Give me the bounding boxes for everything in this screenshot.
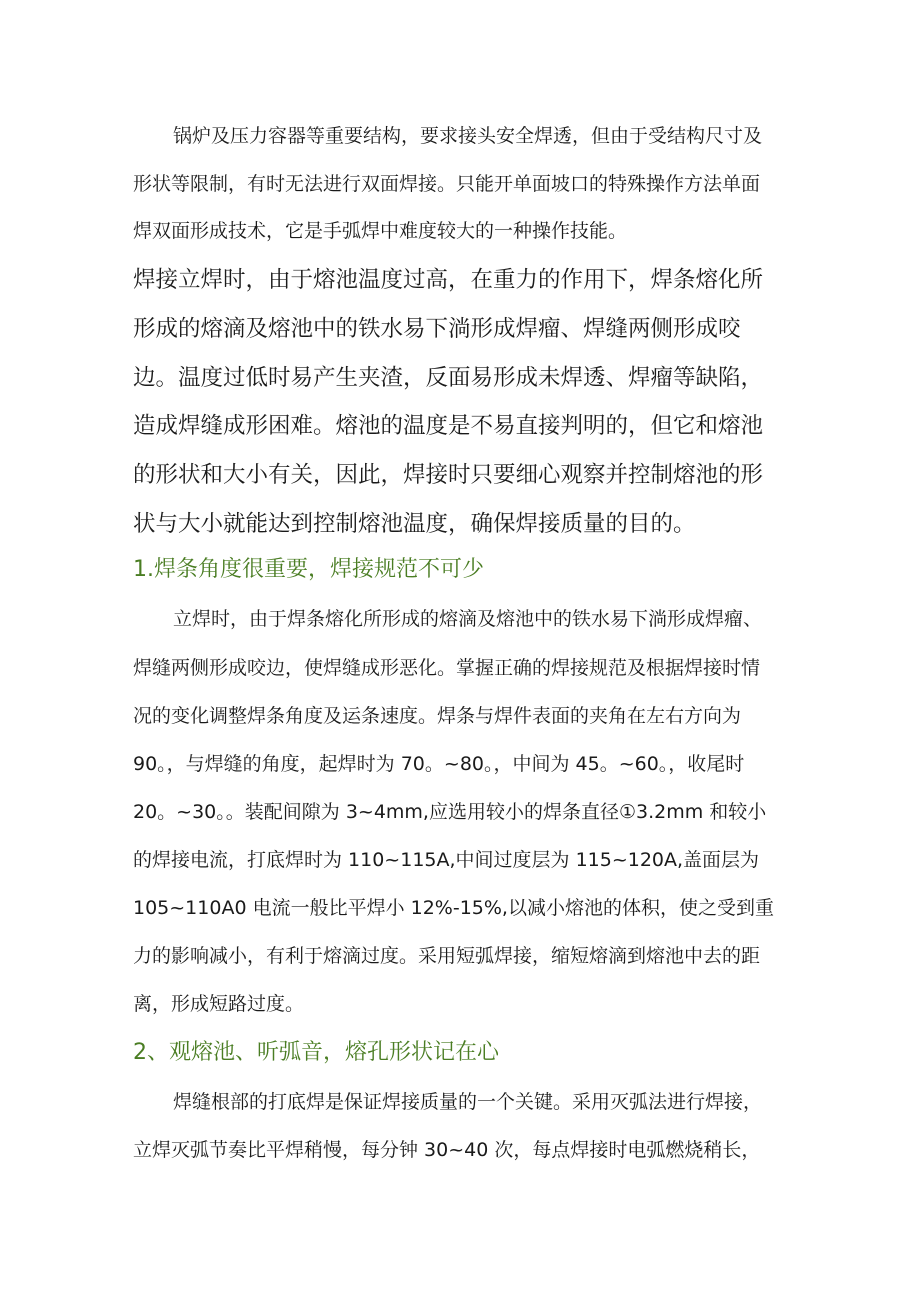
text-line: 焊缝根部的打底焊是保证焊接质量的一个关键。采用灭弧法进行焊接，	[173, 1091, 763, 1113]
text-line: 造成焊缝成形困难。熔池的温度是不易直接判明的，但它和熔池	[133, 413, 764, 439]
text-line: 焊缝两侧形成咬边，使焊缝成形恶化。掌握正确的焊接规范及根据焊接时情	[133, 657, 761, 679]
section-heading: 2、观熔池、听弧音，熔孔形状记在心	[133, 1040, 499, 1065]
text-line: 离，形成短路过度。	[133, 993, 305, 1015]
text-line: 立焊时，由于焊条熔化所形成的熔滴及熔池中的铁水易下淌形成焊瘤、	[173, 608, 763, 630]
text-line: 立焊灭弧节奏比平焊稍慢，每分钟 30~40 次，每点焊接时电弧燃烧稍长，	[133, 1139, 761, 1161]
text-line: 形状等限制，有时无法进行双面焊接。只能开单面坡口的特殊操作方法单面	[133, 173, 761, 195]
text-line: 焊接立焊时，由于熔池温度过高，在重力的作用下，焊条熔化所	[133, 267, 764, 293]
text-line: 的形状和大小有关，因此，焊接时只要细心观察并控制熔池的形	[133, 462, 764, 488]
text-line: 20。~30。。装配间隙为 3~4mm,应选用较小的焊条直径①3.2mm 和较小	[133, 801, 767, 823]
text-line: 90。，与焊缝的角度，起焊时为 70。~80。，中间为 45。~60。，收尾时	[133, 753, 745, 775]
text-line: 锅炉及压力容器等重要结构，要求接头安全焊透，但由于受结构尺寸及	[173, 125, 763, 147]
text-line: 形成的熔滴及熔池中的铁水易下淌形成焊瘤、焊缝两侧形成咬	[133, 316, 741, 342]
section-heading: 1.焊条角度很重要，焊接规范不可少	[133, 557, 484, 582]
text-line: 焊双面形成技术，它是手弧焊中难度较大的一种操作技能。	[133, 220, 628, 242]
text-line: 况的变化调整焊条角度及运条速度。焊条与焊件表面的夹角在左右方向为	[133, 705, 742, 727]
text-line: 105~110A0 电流一般比平焊小 12%-15%,以减小熔池的体积，使之受到重	[133, 897, 774, 919]
text-line: 边。温度过低时易产生夹渣，反面易形成未焊透、焊瘤等缺陷，	[133, 365, 764, 391]
text-line: 力的影响减小，有利于熔滴过度。采用短弧焊接，缩短熔滴到熔池中去的距	[133, 945, 761, 967]
text-line: 状与大小就能达到控制熔池温度，确保焊接质量的目的。	[133, 511, 696, 537]
text-line: 的焊接电流，打底焊时为 110~115A,中间过度层为 115~120A,盖面层为	[133, 849, 760, 871]
